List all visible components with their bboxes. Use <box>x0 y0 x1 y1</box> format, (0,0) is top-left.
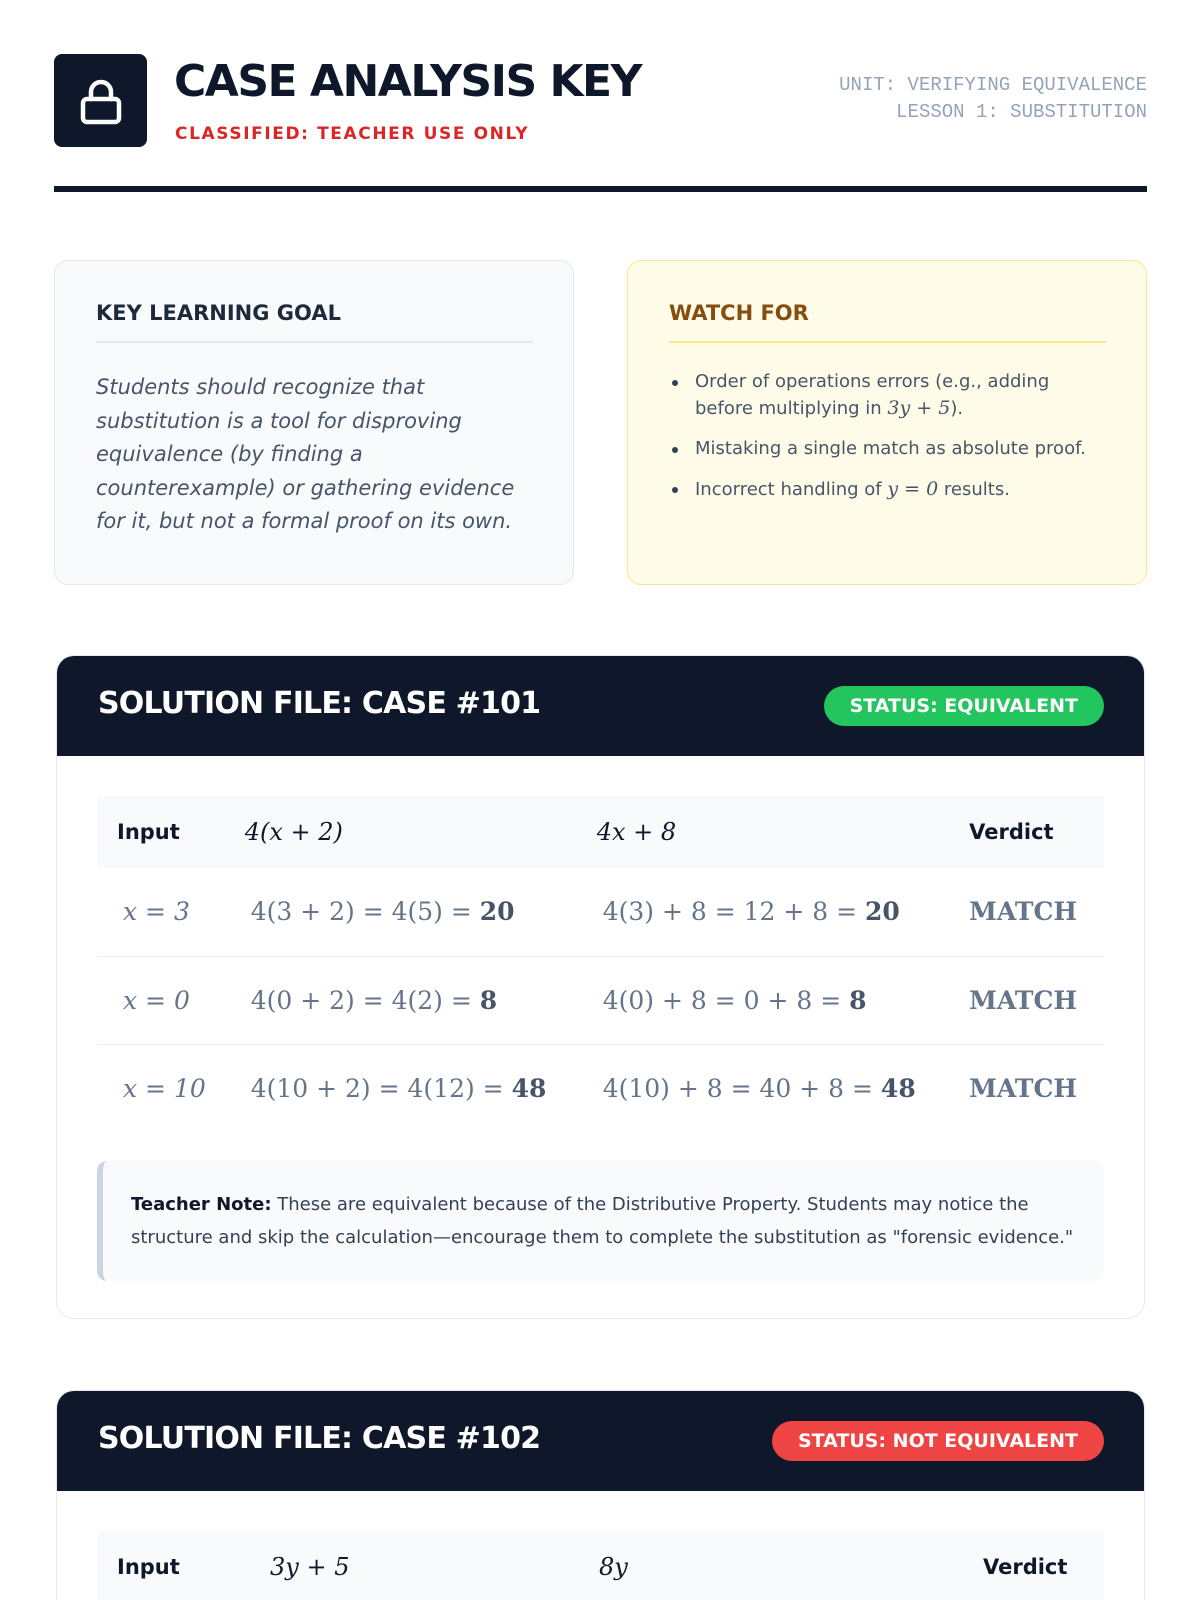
expression-b-work: 4(10) + 8 = 40 + 8 = 48 <box>602 1073 916 1103</box>
expression-b-result: 48 <box>880 1073 916 1103</box>
expression-b-result: 20 <box>865 897 900 927</box>
case-102-panel <box>56 1390 1145 1600</box>
column-header-expression-a: 3y + 5 <box>241 1531 599 1600</box>
verdict-match: MATCH <box>969 1073 1077 1103</box>
table-row <box>97 1044 1104 1132</box>
verdict-match: MATCH <box>969 868 1104 956</box>
case-102-title: SOLUTION FILE: CASE #102 <box>98 1421 541 1456</box>
table-header-row <box>97 1531 1104 1600</box>
table-row <box>97 956 1104 1044</box>
verdict-match: MATCH <box>969 956 1104 1044</box>
expression-b-work: 4(0) + 8 = 0 + 8 = 8 <box>592 956 969 1044</box>
expression-a-result: 20 <box>479 897 515 927</box>
case-101-title: SOLUTION FILE: CASE #101 <box>98 686 541 721</box>
learning-goal-heading: KEY LEARNING GOAL <box>96 301 533 343</box>
watch-for-card <box>627 260 1147 585</box>
expression-a-work: 4(10 + 2) = 4(12) = 48 <box>250 1073 547 1103</box>
evidence-table <box>97 796 1104 1132</box>
table-row <box>97 868 1104 956</box>
header-divider <box>54 186 1147 192</box>
unit-label: UNIT: VERIFYING EQUIVALENCE <box>839 74 1147 96</box>
teacher-note <box>97 1161 1104 1281</box>
page-title: CASE ANALYSIS KEY <box>174 56 641 107</box>
input-value: x = 0 <box>97 956 240 1044</box>
learning-goal-card <box>54 260 574 585</box>
watch-for-item: Mistaking a single match as absolute proof. <box>669 436 1106 462</box>
input-value: x = 3 <box>97 868 240 956</box>
status-badge: STATUS: EQUIVALENT <box>824 686 1104 726</box>
column-header-verdict: Verdict <box>983 1531 1104 1600</box>
watch-for-item: Order of operations errors (e.g., adding before multiplying in 3y + 5). <box>669 369 1106 422</box>
lock-icon <box>76 76 126 126</box>
learning-goal-text: Students should recognize that substitution is a tool for disproving equivalence (by finding a counterexample) or gathering evidence for it, but not a formal proof on its own. <box>96 375 515 533</box>
expression-a-result: 8 <box>479 985 498 1015</box>
column-header-expression-b: 4x + 8 <box>592 796 969 868</box>
input-value: x = 10 <box>123 1073 206 1103</box>
teacher-note-label: Teacher Note: <box>131 1194 272 1215</box>
watch-for-list <box>669 369 1106 503</box>
expression-a-result: 48 <box>511 1073 547 1103</box>
classification-label: CLASSIFIED: TEACHER USE ONLY <box>175 124 530 144</box>
expression-b-result: 8 <box>849 985 867 1015</box>
case-102-header <box>57 1391 1144 1491</box>
teacher-note-text: These are equivalent because of the Distributive Property. Students may notice the structure and skip the calculation—encourage them to complete the substitution as "forensic evidence." <box>131 1194 1074 1248</box>
evidence-table <box>97 1531 1104 1600</box>
expression-a-work: 4(0 + 2) = 4(2) = 8 <box>240 956 592 1044</box>
column-header-input: Input <box>97 1531 241 1600</box>
lesson-label: LESSON 1: SUBSTITUTION <box>896 101 1147 123</box>
watch-for-item: Incorrect handling of y = 0 results. <box>669 476 1106 503</box>
column-header-expression-a: 4(x + 2) <box>240 796 592 868</box>
column-header-input: Input <box>97 796 240 868</box>
table-header-row <box>97 796 1104 868</box>
watch-for-heading: WATCH FOR <box>669 301 1106 343</box>
expression-b-work: 4(3) + 8 = 12 + 8 = 20 <box>592 868 969 956</box>
column-header-expression-b: 8y <box>599 1531 983 1600</box>
expression-a-work: 4(3 + 2) = 4(5) = 20 <box>240 868 592 956</box>
column-header-verdict: Verdict <box>969 796 1104 868</box>
status-badge: STATUS: NOT EQUIVALENT <box>772 1421 1104 1461</box>
lock-badge <box>54 54 147 147</box>
case-101-header <box>57 656 1144 756</box>
unit-meta <box>839 72 1147 126</box>
page-header <box>54 54 1147 194</box>
case-101-panel <box>56 655 1145 1319</box>
